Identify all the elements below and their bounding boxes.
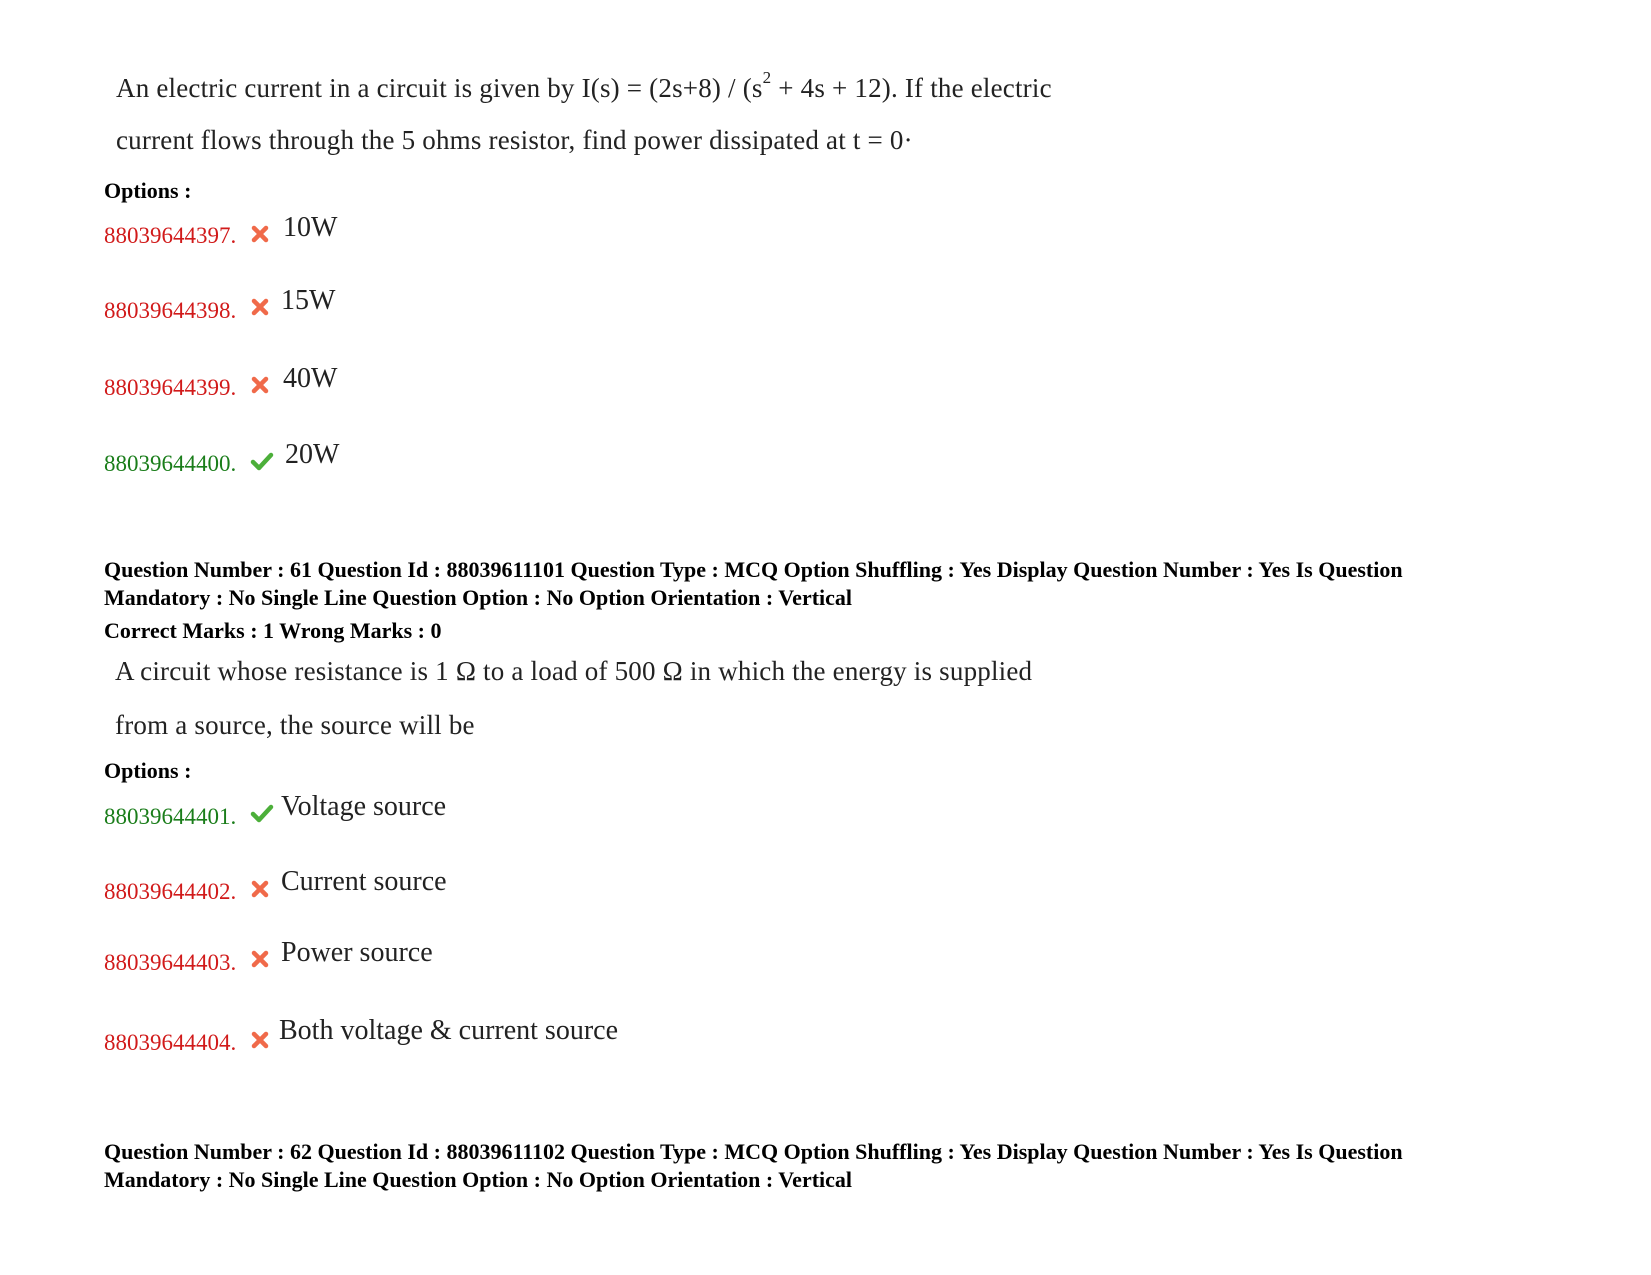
option-text: 40W — [283, 363, 338, 394]
question-61-meta-line-2: Mandatory : No Single Line Question Option : No Option Orientation : Vertical — [104, 585, 853, 610]
option-text: 10W — [283, 212, 338, 243]
option-id: 88039644403. — [104, 950, 237, 975]
option-text: Power source — [281, 937, 433, 968]
options-label: Options : — [104, 758, 192, 783]
cross-icon — [250, 375, 270, 395]
option-id: 88039644398. — [104, 298, 237, 323]
question-62-meta — [104, 1138, 1554, 1194]
cross-icon — [250, 879, 270, 899]
option-text: 15W — [281, 285, 336, 316]
check-icon — [250, 451, 274, 471]
option-text: 20W — [285, 439, 340, 470]
option-text: Both voltage & current source — [279, 1015, 619, 1046]
cross-icon — [250, 1030, 270, 1050]
option-id: 88039644400. — [104, 451, 237, 476]
cross-icon — [250, 949, 270, 969]
option-id: 88039644404. — [104, 1030, 237, 1055]
question-61-meta-line-1: Question Number : 61 Question Id : 88039611101 Question Type : MCQ Option Shuffling : Yes Display Question Number : Yes Is Question — [104, 557, 1403, 582]
option-id: 88039644397. — [104, 223, 237, 248]
options-label: Options : — [104, 178, 192, 203]
option-text: Current source — [281, 866, 447, 897]
option-id: 88039644402. — [104, 879, 237, 904]
option-id: 88039644399. — [104, 375, 237, 400]
option-text: Voltage source — [281, 791, 447, 822]
question-62-meta-line-2: Mandatory : No Single Line Question Option : No Option Orientation : Vertical — [104, 1167, 853, 1192]
cross-icon — [250, 297, 270, 317]
question-60-text-line-2: current flows through the 5 ohms resistor, find power dissipated at t = 0· — [116, 125, 913, 155]
question-61-text-line-2: from a source, the source will be — [115, 710, 475, 740]
question-62-meta-line-1: Question Number : 62 Question Id : 88039611102 Question Type : MCQ Option Shuffling : Yes Display Question Number : Yes Is Question — [104, 1139, 1403, 1164]
option-id: 88039644401. — [104, 804, 237, 829]
question-61-text-line-1: A circuit whose resistance is 1 Ω to a load of 500 Ω in which the energy is supplied — [115, 656, 1033, 686]
cross-icon — [250, 224, 270, 244]
question-61-meta — [104, 556, 1554, 612]
check-icon — [250, 803, 274, 823]
question-60-text-line-1: An electric current in a circuit is given by $I(s) = (2s+8) / (s^2 + 4s + 12)$. If the electric — [116, 68, 1052, 103]
question-61-marks: Correct Marks : 1 Wrong Marks : 0 — [104, 618, 442, 643]
